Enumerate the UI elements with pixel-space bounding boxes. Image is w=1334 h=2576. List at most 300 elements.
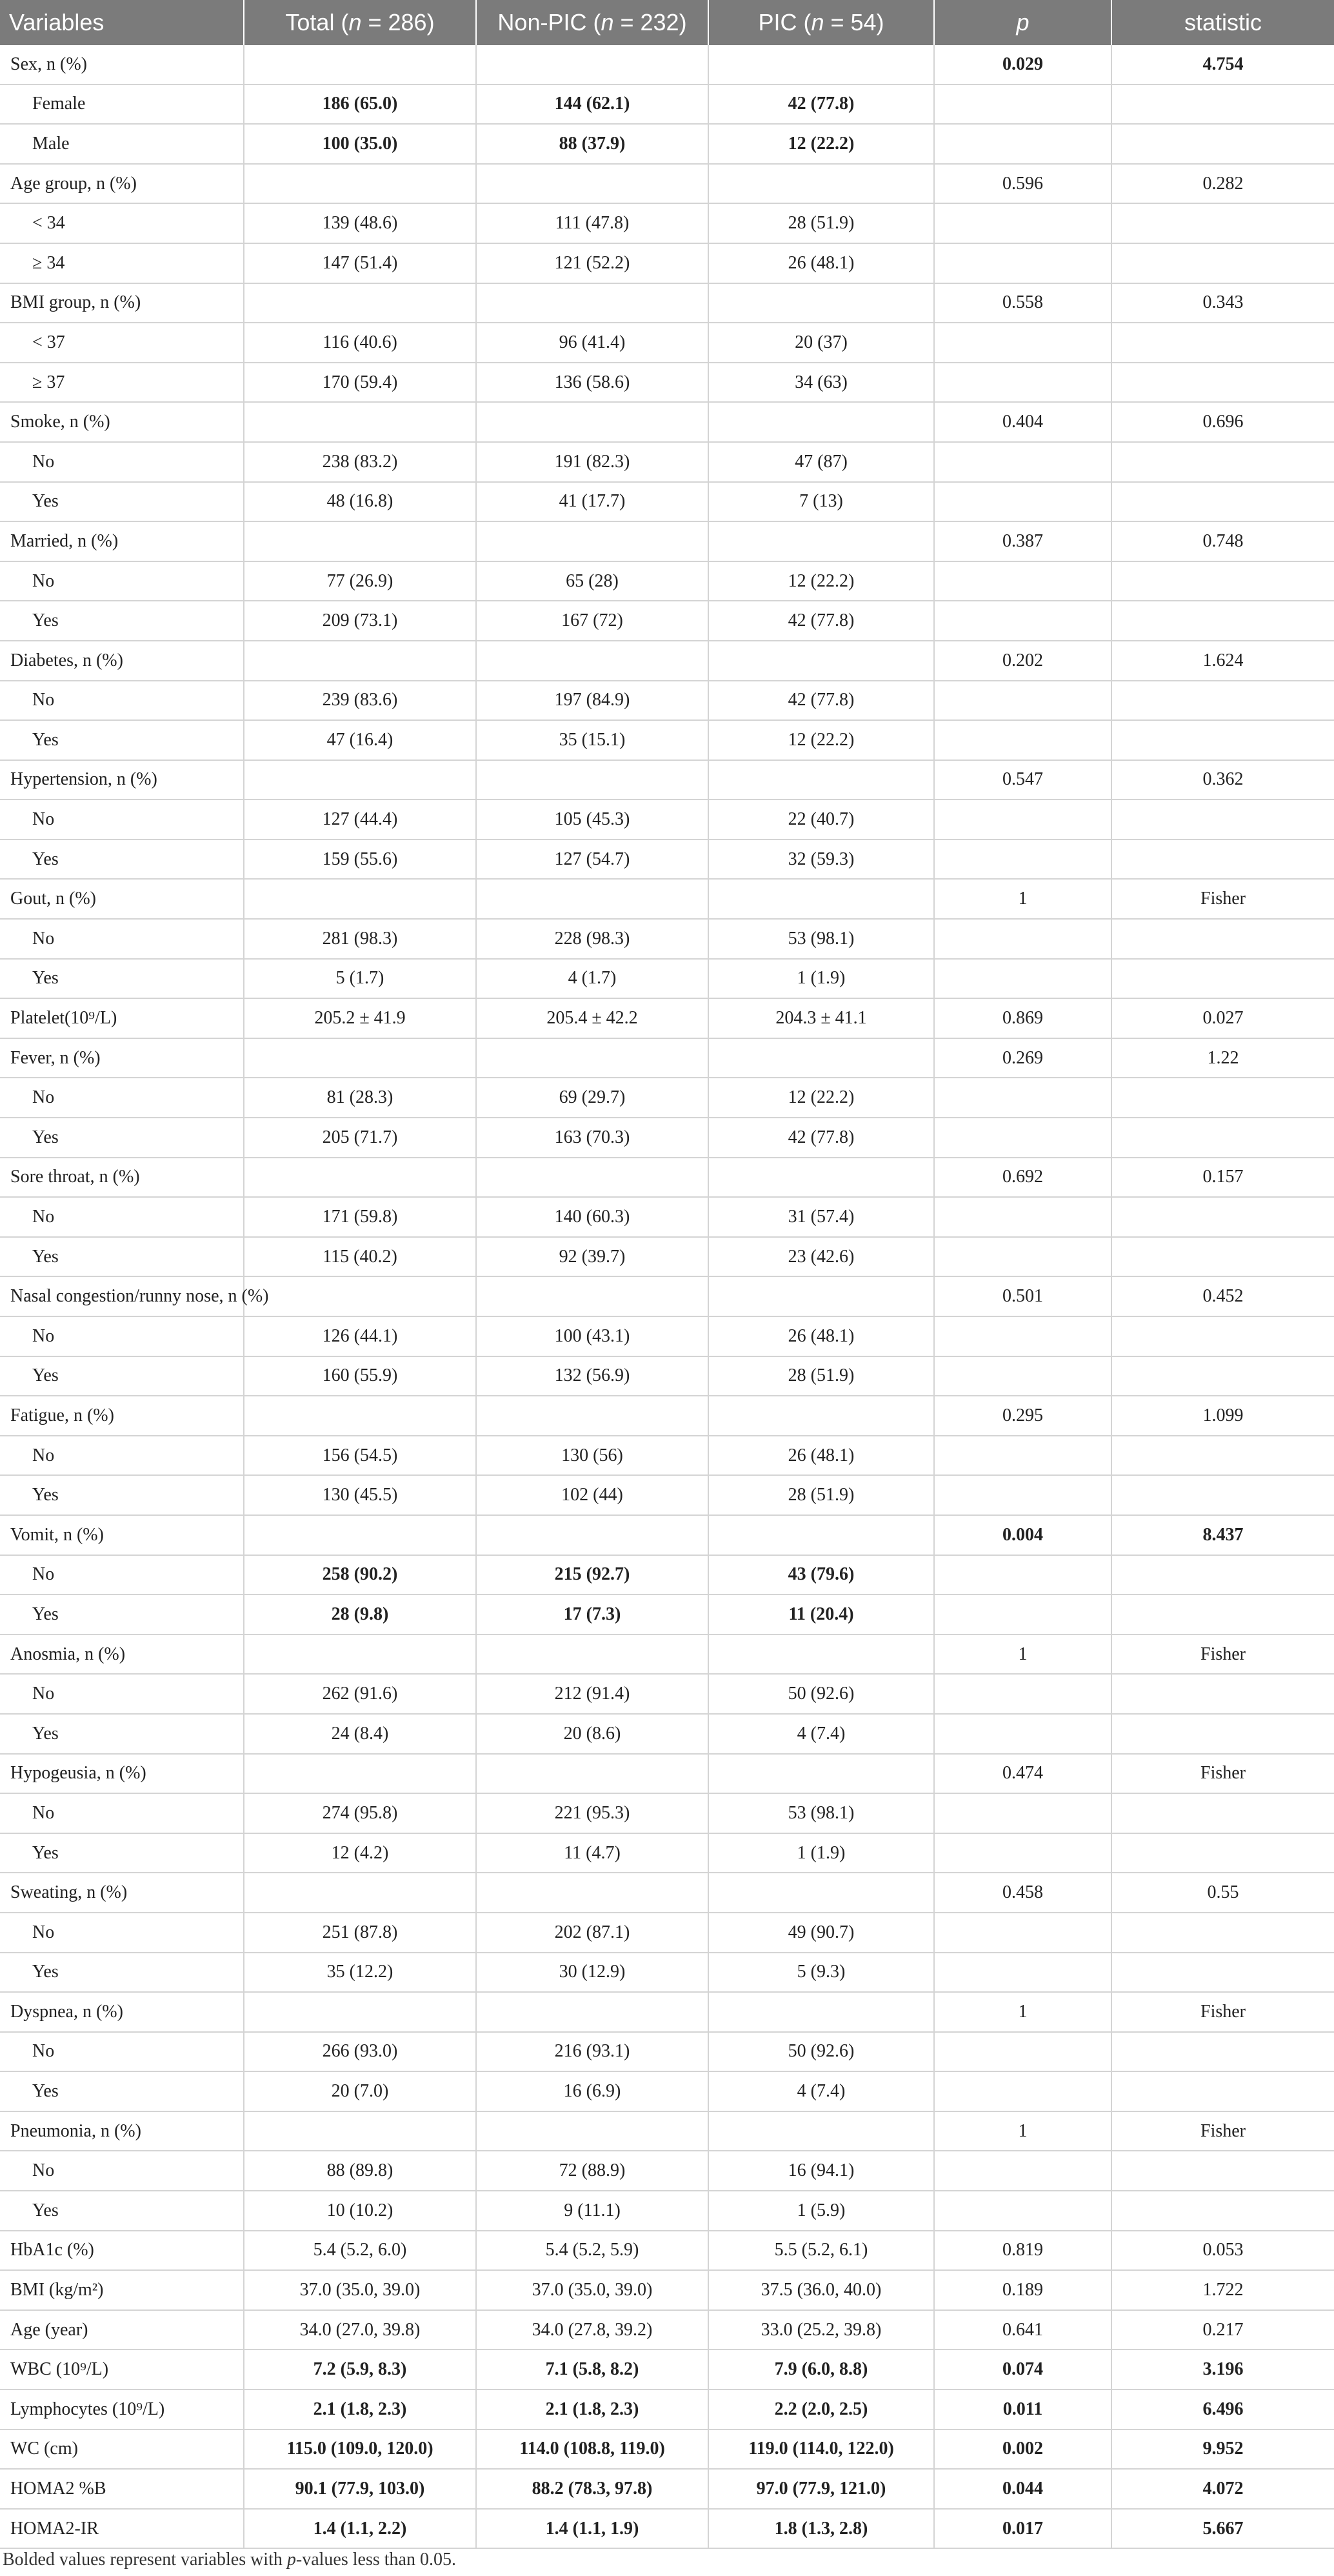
- cell-statistic: Fisher: [1111, 879, 1334, 919]
- cell-nonpic: 69 (29.7): [476, 1078, 708, 1118]
- cell-pic: 12 (22.2): [708, 720, 934, 760]
- cell-nonpic: 215 (92.7): [476, 1555, 708, 1595]
- table-row: [0, 1515, 1334, 1555]
- cell-variable: Hypertension, n (%): [0, 760, 244, 800]
- cell-variable: Yes: [0, 1118, 244, 1158]
- cell-pic: 53 (98.1): [708, 1793, 934, 1833]
- cell-statistic: [1111, 840, 1334, 880]
- cell-p: [934, 800, 1111, 840]
- cell-p: 1: [934, 879, 1111, 919]
- cell-nonpic: 130 (56): [476, 1436, 708, 1476]
- cell-statistic: [1111, 85, 1334, 125]
- cell-statistic: [1111, 2191, 1334, 2231]
- cell-nonpic: [476, 879, 708, 919]
- cell-p: [934, 1237, 1111, 1277]
- cell-variable: No: [0, 1793, 244, 1833]
- cell-p: 0.295: [934, 1396, 1111, 1436]
- cell-p: [934, 1118, 1111, 1158]
- cell-variable: No: [0, 1913, 244, 1953]
- cell-p: [934, 720, 1111, 760]
- table-row: [0, 203, 1334, 243]
- cell-statistic: [1111, 482, 1334, 522]
- table-row: [0, 85, 1334, 125]
- header-pic-prefix: PIC (: [758, 9, 811, 35]
- cell-variable: Platelet(10⁹/L): [0, 998, 244, 1038]
- table-row: [0, 1316, 1334, 1356]
- cell-p: [934, 840, 1111, 880]
- cell-variable: Yes: [0, 1475, 244, 1515]
- cell-p: [934, 85, 1111, 125]
- header-pic: [708, 0, 934, 45]
- cell-pic: 11 (20.4): [708, 1595, 934, 1635]
- cell-total: 147 (51.4): [244, 243, 476, 283]
- cell-nonpic: 34.0 (27.8, 39.2): [476, 2310, 708, 2350]
- cell-total: 77 (26.9): [244, 561, 476, 601]
- cell-pic: 97.0 (77.9, 121.0): [708, 2469, 934, 2509]
- cell-statistic: [1111, 1555, 1334, 1595]
- cell-statistic: [1111, 323, 1334, 363]
- cell-pic: 1 (5.9): [708, 2191, 934, 2231]
- cell-variable: BMI group, n (%): [0, 283, 244, 323]
- table-body: [0, 45, 1334, 2548]
- table-row: [0, 1197, 1334, 1237]
- cell-statistic: [1111, 243, 1334, 283]
- table-row: [0, 2430, 1334, 2470]
- cell-pic: 1 (1.9): [708, 959, 934, 999]
- table-row: [0, 363, 1334, 403]
- cell-variable: No: [0, 1316, 244, 1356]
- cell-variable: Nasal congestion/runny nose, n (%): [0, 1276, 244, 1316]
- cell-total: [244, 1515, 476, 1555]
- cell-nonpic: 132 (56.9): [476, 1356, 708, 1396]
- cell-nonpic: [476, 1992, 708, 2032]
- cell-statistic: 0.343: [1111, 283, 1334, 323]
- table-row: [0, 1276, 1334, 1316]
- cell-total: [244, 879, 476, 919]
- cell-variable: No: [0, 442, 244, 482]
- cell-total: 37.0 (35.0, 39.0): [244, 2270, 476, 2310]
- table-row: [0, 2390, 1334, 2430]
- cell-total: 186 (65.0): [244, 85, 476, 125]
- cell-pic: 43 (79.6): [708, 1555, 934, 1595]
- cell-statistic: 1.722: [1111, 2270, 1334, 2310]
- table-row: [0, 2310, 1334, 2350]
- table-row: [0, 124, 1334, 164]
- cell-variable: Pneumonia, n (%): [0, 2111, 244, 2151]
- table-row: [0, 482, 1334, 522]
- table-row: [0, 840, 1334, 880]
- cell-total: 12 (4.2): [244, 1833, 476, 1873]
- table-row: [0, 2469, 1334, 2509]
- cell-total: 239 (83.6): [244, 681, 476, 721]
- cell-variable: Hypogeusia, n (%): [0, 1754, 244, 1794]
- header-total-suffix: = 286): [361, 9, 435, 35]
- cell-p: 0.404: [934, 402, 1111, 442]
- cell-p: 1: [934, 1635, 1111, 1675]
- cell-total: 170 (59.4): [244, 363, 476, 403]
- cell-pic: 37.5 (36.0, 40.0): [708, 2270, 934, 2310]
- cell-statistic: [1111, 2151, 1334, 2191]
- cell-pic: 42 (77.8): [708, 85, 934, 125]
- cell-nonpic: 144 (62.1): [476, 85, 708, 125]
- cell-pic: 7.9 (6.0, 8.8): [708, 2350, 934, 2390]
- cell-p: 0.692: [934, 1158, 1111, 1198]
- header-total-n: n: [348, 9, 362, 35]
- cell-variable: Anosmia, n (%): [0, 1635, 244, 1675]
- cell-nonpic: 88.2 (78.3, 97.8): [476, 2469, 708, 2509]
- cell-total: [244, 1038, 476, 1078]
- table-row: [0, 164, 1334, 204]
- table-row: [0, 1873, 1334, 1913]
- header-nonpic-suffix: = 232): [613, 9, 687, 35]
- cell-total: 139 (48.6): [244, 203, 476, 243]
- cell-nonpic: 1.4 (1.1, 1.9): [476, 2509, 708, 2549]
- cell-statistic: 0.157: [1111, 1158, 1334, 1198]
- cell-statistic: 0.053: [1111, 2231, 1334, 2271]
- cell-nonpic: 102 (44): [476, 1475, 708, 1515]
- cell-statistic: [1111, 1197, 1334, 1237]
- cell-pic: 23 (42.6): [708, 1237, 934, 1277]
- cell-variable: No: [0, 1078, 244, 1118]
- cell-statistic: [1111, 1316, 1334, 1356]
- cell-variable: < 37: [0, 323, 244, 363]
- cell-total: 205.2 ± 41.9: [244, 998, 476, 1038]
- cell-total: 5.4 (5.2, 6.0): [244, 2231, 476, 2271]
- cell-p: [934, 1714, 1111, 1754]
- cell-p: [934, 2191, 1111, 2231]
- cell-total: 159 (55.6): [244, 840, 476, 880]
- cell-nonpic: 100 (43.1): [476, 1316, 708, 1356]
- cell-nonpic: 5.4 (5.2, 5.9): [476, 2231, 708, 2271]
- table-row: [0, 1038, 1334, 1078]
- cell-statistic: [1111, 363, 1334, 403]
- table-row: [0, 1356, 1334, 1396]
- table-row: [0, 681, 1334, 721]
- cell-pic: 42 (77.8): [708, 1118, 934, 1158]
- cell-total: 160 (55.9): [244, 1356, 476, 1396]
- cell-p: 0.002: [934, 2430, 1111, 2470]
- cell-p: 0.819: [934, 2231, 1111, 2271]
- cell-statistic: [1111, 1118, 1334, 1158]
- table-row: [0, 1158, 1334, 1198]
- cell-total: 281 (98.3): [244, 919, 476, 959]
- cell-total: 34.0 (27.0, 39.8): [244, 2310, 476, 2350]
- cell-total: [244, 1635, 476, 1675]
- table-row: [0, 919, 1334, 959]
- cell-statistic: [1111, 601, 1334, 641]
- cell-statistic: [1111, 1674, 1334, 1714]
- cell-total: 100 (35.0): [244, 124, 476, 164]
- cell-pic: [708, 1992, 934, 2032]
- table-row: [0, 601, 1334, 641]
- cell-variable: Yes: [0, 1953, 244, 1993]
- cell-variable: WBC (10⁹/L): [0, 2350, 244, 2390]
- cell-nonpic: 11 (4.7): [476, 1833, 708, 1873]
- cell-total: 90.1 (77.9, 103.0): [244, 2469, 476, 2509]
- cell-nonpic: [476, 1276, 708, 1316]
- cell-variable: No: [0, 1555, 244, 1595]
- cell-total: [244, 1992, 476, 2032]
- cell-total: 262 (91.6): [244, 1674, 476, 1714]
- cell-nonpic: 197 (84.9): [476, 681, 708, 721]
- cell-p: [934, 442, 1111, 482]
- cell-variable: No: [0, 1436, 244, 1476]
- cell-variable: Age (year): [0, 2310, 244, 2350]
- cell-statistic: 0.282: [1111, 164, 1334, 204]
- cell-total: 116 (40.6): [244, 323, 476, 363]
- cell-statistic: [1111, 1833, 1334, 1873]
- cell-p: [934, 1555, 1111, 1595]
- table-row: [0, 521, 1334, 561]
- table-row: [0, 402, 1334, 442]
- cell-statistic: [1111, 203, 1334, 243]
- cell-nonpic: [476, 641, 708, 681]
- cell-total: 1.4 (1.1, 2.2): [244, 2509, 476, 2549]
- cell-pic: [708, 1276, 934, 1316]
- cell-statistic: [1111, 124, 1334, 164]
- cell-p: 0.011: [934, 2390, 1111, 2430]
- cell-p: [934, 482, 1111, 522]
- cell-total: 130 (45.5): [244, 1475, 476, 1515]
- cell-statistic: Fisher: [1111, 1992, 1334, 2032]
- cell-statistic: [1111, 720, 1334, 760]
- header-nonpic: [476, 0, 708, 45]
- table-row: [0, 1237, 1334, 1277]
- cell-p: 0.558: [934, 283, 1111, 323]
- cell-statistic: [1111, 1237, 1334, 1277]
- cell-nonpic: 4 (1.7): [476, 959, 708, 999]
- cell-variable: ≥ 34: [0, 243, 244, 283]
- cell-nonpic: [476, 1873, 708, 1913]
- cell-total: 251 (87.8): [244, 1913, 476, 1953]
- cell-nonpic: [476, 1038, 708, 1078]
- cell-statistic: 1.22: [1111, 1038, 1334, 1078]
- footnote-before: Bolded values represent variables with: [3, 2550, 287, 2570]
- cell-nonpic: 111 (47.8): [476, 203, 708, 243]
- cell-variable: Dyspnea, n (%): [0, 1992, 244, 2032]
- table-row: [0, 2071, 1334, 2111]
- header-variables: Variables: [0, 0, 244, 45]
- header-p: [934, 0, 1111, 45]
- cell-nonpic: 191 (82.3): [476, 442, 708, 482]
- cell-nonpic: 163 (70.3): [476, 1118, 708, 1158]
- cell-statistic: [1111, 442, 1334, 482]
- cell-p: [934, 363, 1111, 403]
- cell-nonpic: 221 (95.3): [476, 1793, 708, 1833]
- cell-statistic: [1111, 1436, 1334, 1476]
- cell-pic: 28 (51.9): [708, 203, 934, 243]
- table-row: [0, 1793, 1334, 1833]
- cell-pic: 5.5 (5.2, 6.1): [708, 2231, 934, 2271]
- cell-p: [934, 1356, 1111, 1396]
- cell-statistic: 0.748: [1111, 521, 1334, 561]
- cell-variable: No: [0, 800, 244, 840]
- cell-pic: [708, 1038, 934, 1078]
- cell-pic: 4 (7.4): [708, 2071, 934, 2111]
- cell-p: 0.474: [934, 1754, 1111, 1794]
- cell-p: [934, 1913, 1111, 1953]
- table-row: [0, 1078, 1334, 1118]
- table-row: [0, 1754, 1334, 1794]
- cell-pic: [708, 164, 934, 204]
- cell-total: 238 (83.2): [244, 442, 476, 482]
- table-row: [0, 1833, 1334, 1873]
- cell-p: [934, 1078, 1111, 1118]
- table-row: [0, 2270, 1334, 2310]
- cell-total: 115.0 (109.0, 120.0): [244, 2430, 476, 2470]
- table-footnote: [3, 2550, 456, 2570]
- cell-pic: [708, 1873, 934, 1913]
- cell-variable: Sex, n (%): [0, 45, 244, 85]
- cell-p: [934, 243, 1111, 283]
- cell-nonpic: 65 (28): [476, 561, 708, 601]
- cell-variable: Yes: [0, 1833, 244, 1873]
- cell-nonpic: [476, 1396, 708, 1436]
- cell-nonpic: 20 (8.6): [476, 1714, 708, 1754]
- cell-pic: 119.0 (114.0, 122.0): [708, 2430, 934, 2470]
- cell-nonpic: [476, 1158, 708, 1198]
- cell-variable: Age group, n (%): [0, 164, 244, 204]
- cell-nonpic: 136 (58.6): [476, 363, 708, 403]
- header-nonpic-n: n: [601, 9, 614, 35]
- cell-statistic: 6.496: [1111, 2390, 1334, 2430]
- cell-p: 1: [934, 1992, 1111, 2032]
- cell-nonpic: [476, 283, 708, 323]
- cell-pic: 12 (22.2): [708, 561, 934, 601]
- table-row: [0, 45, 1334, 85]
- cell-pic: 26 (48.1): [708, 1436, 934, 1476]
- cell-variable: Yes: [0, 601, 244, 641]
- cell-pic: 16 (94.1): [708, 2151, 934, 2191]
- cell-pic: 26 (48.1): [708, 243, 934, 283]
- cell-total: 48 (16.8): [244, 482, 476, 522]
- cell-pic: 1 (1.9): [708, 1833, 934, 1873]
- cell-nonpic: [476, 521, 708, 561]
- cell-total: [244, 283, 476, 323]
- header-pic-n: n: [811, 9, 824, 35]
- cell-p: [934, 2032, 1111, 2072]
- cell-pic: 12 (22.2): [708, 1078, 934, 1118]
- cell-pic: [708, 879, 934, 919]
- cell-nonpic: [476, 164, 708, 204]
- table-row: [0, 1396, 1334, 1436]
- cell-total: [244, 164, 476, 204]
- cell-total: 127 (44.4): [244, 800, 476, 840]
- cell-variable: No: [0, 1674, 244, 1714]
- cell-variable: Lymphocytes (10⁹/L): [0, 2390, 244, 2430]
- cell-variable: Yes: [0, 1714, 244, 1754]
- cell-statistic: 0.362: [1111, 760, 1334, 800]
- cell-variable: Vomit, n (%): [0, 1515, 244, 1555]
- cell-pic: [708, 2111, 934, 2151]
- cell-pic: [708, 283, 934, 323]
- cell-total: 205 (71.7): [244, 1118, 476, 1158]
- cell-p: 0.596: [934, 164, 1111, 204]
- cell-total: [244, 521, 476, 561]
- cell-statistic: 5.667: [1111, 2509, 1334, 2549]
- cell-pic: 49 (90.7): [708, 1913, 934, 1953]
- cell-statistic: 4.072: [1111, 2469, 1334, 2509]
- cell-statistic: [1111, 1793, 1334, 1833]
- cell-total: 266 (93.0): [244, 2032, 476, 2072]
- cell-nonpic: 17 (7.3): [476, 1595, 708, 1635]
- cell-total: 156 (54.5): [244, 1436, 476, 1476]
- cell-variable: Diabetes, n (%): [0, 641, 244, 681]
- table-row: [0, 2191, 1334, 2231]
- cell-nonpic: [476, 1635, 708, 1675]
- cell-pic: 28 (51.9): [708, 1356, 934, 1396]
- cell-p: [934, 1793, 1111, 1833]
- table-row: [0, 2111, 1334, 2151]
- cell-pic: [708, 641, 934, 681]
- table-row: [0, 323, 1334, 363]
- cell-total: 126 (44.1): [244, 1316, 476, 1356]
- cell-pic: [708, 45, 934, 85]
- cell-variable: HbA1c (%): [0, 2231, 244, 2271]
- cell-statistic: [1111, 800, 1334, 840]
- cell-nonpic: [476, 1515, 708, 1555]
- table-row: [0, 879, 1334, 919]
- cell-variable: BMI (kg/m²): [0, 2270, 244, 2310]
- table-row: [0, 641, 1334, 681]
- table-row: [0, 1635, 1334, 1675]
- cell-pic: 42 (77.8): [708, 681, 934, 721]
- cell-variable: HOMA2-IR: [0, 2509, 244, 2549]
- cell-nonpic: 121 (52.2): [476, 243, 708, 283]
- cell-variable: Yes: [0, 482, 244, 522]
- cell-statistic: 8.437: [1111, 1515, 1334, 1555]
- table-row: [0, 959, 1334, 999]
- cell-total: [244, 1754, 476, 1794]
- cell-p: 0.017: [934, 2509, 1111, 2549]
- table-row: [0, 800, 1334, 840]
- cell-variable: Gout, n (%): [0, 879, 244, 919]
- cell-variable: Yes: [0, 1356, 244, 1396]
- table-row: [0, 1953, 1334, 1993]
- cell-variable: Yes: [0, 840, 244, 880]
- cell-pic: [708, 1396, 934, 1436]
- cell-nonpic: 202 (87.1): [476, 1913, 708, 1953]
- header-pic-suffix: = 54): [824, 9, 884, 35]
- cell-statistic: [1111, 2032, 1334, 2072]
- cell-statistic: 0.452: [1111, 1276, 1334, 1316]
- cell-pic: [708, 1515, 934, 1555]
- cell-p: 0.869: [934, 998, 1111, 1038]
- cell-statistic: Fisher: [1111, 2111, 1334, 2151]
- cell-statistic: [1111, 1595, 1334, 1635]
- cell-variable: Married, n (%): [0, 521, 244, 561]
- cell-variable: Yes: [0, 2191, 244, 2231]
- cell-p: [934, 1197, 1111, 1237]
- cell-nonpic: 216 (93.1): [476, 2032, 708, 2072]
- cell-p: [934, 203, 1111, 243]
- cell-nonpic: 72 (88.9): [476, 2151, 708, 2191]
- table-row: [0, 760, 1334, 800]
- cell-nonpic: 2.1 (1.8, 2.3): [476, 2390, 708, 2430]
- cell-nonpic: 127 (54.7): [476, 840, 708, 880]
- header-p-label: p: [1016, 9, 1030, 35]
- cell-statistic: [1111, 2071, 1334, 2111]
- footnote-after: -values less than 0.05.: [295, 2550, 456, 2570]
- cell-pic: [708, 1635, 934, 1675]
- cell-pic: [708, 1754, 934, 1794]
- cell-variable: WC (cm): [0, 2430, 244, 2470]
- cell-total: 10 (10.2): [244, 2191, 476, 2231]
- cell-pic: 50 (92.6): [708, 1674, 934, 1714]
- footnote-p: p: [286, 2550, 296, 2570]
- cell-variable: Yes: [0, 1237, 244, 1277]
- cell-statistic: [1111, 1714, 1334, 1754]
